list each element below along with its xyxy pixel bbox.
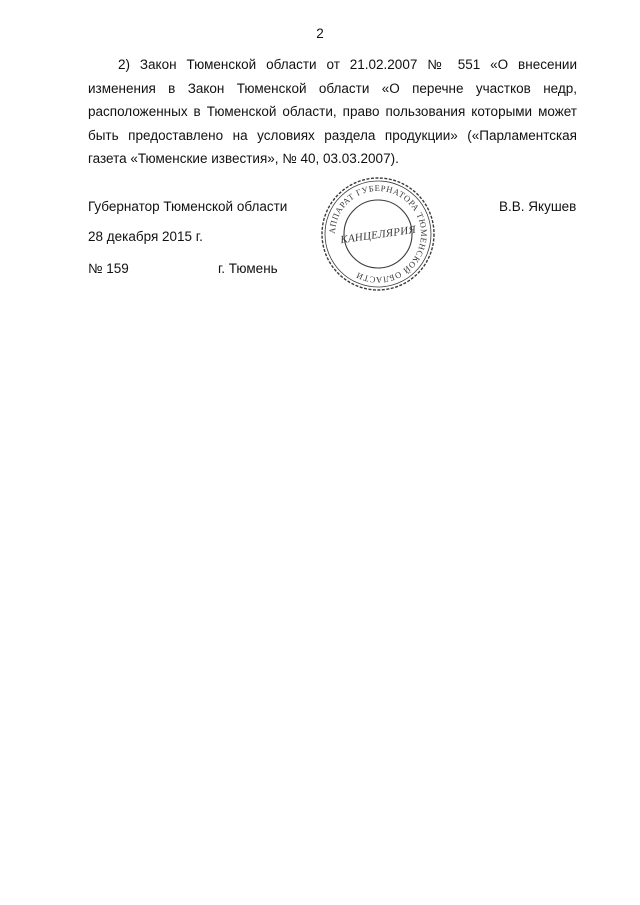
office-stamp [320, 176, 436, 292]
page-number: 2 [316, 26, 324, 41]
stamp-center-text: КАНЦЕЛЯРИЯ [339, 223, 417, 247]
signing-place: г. Тюмень [218, 261, 278, 276]
signing-date: 28 декабря 2015 г. [88, 229, 203, 244]
law-reference-paragraph: 2) Закон Тюменской области от 21.02.2007 № 551 «О внесении изменения в Закон Тюменской области «О перечне участков недр, расположенных в Тюменской области, право пользования которыми может быть предоставлено на условиях раздела продукции» («Парламентская газета «Тюменские известия», № 40, 03.03.2007). [88, 57, 577, 166]
stamp-seal-icon [320, 176, 436, 292]
governor-title: Губернатор Тюменской области [88, 199, 288, 214]
stamp-ring-text: АППАРАТ ГУБЕРНАТОРА ТЮМЕНСКОЙ ОБЛАСТИ [326, 182, 430, 286]
document-number: № 159 [88, 261, 129, 276]
governor-name: В.В. Якушев [499, 199, 577, 214]
